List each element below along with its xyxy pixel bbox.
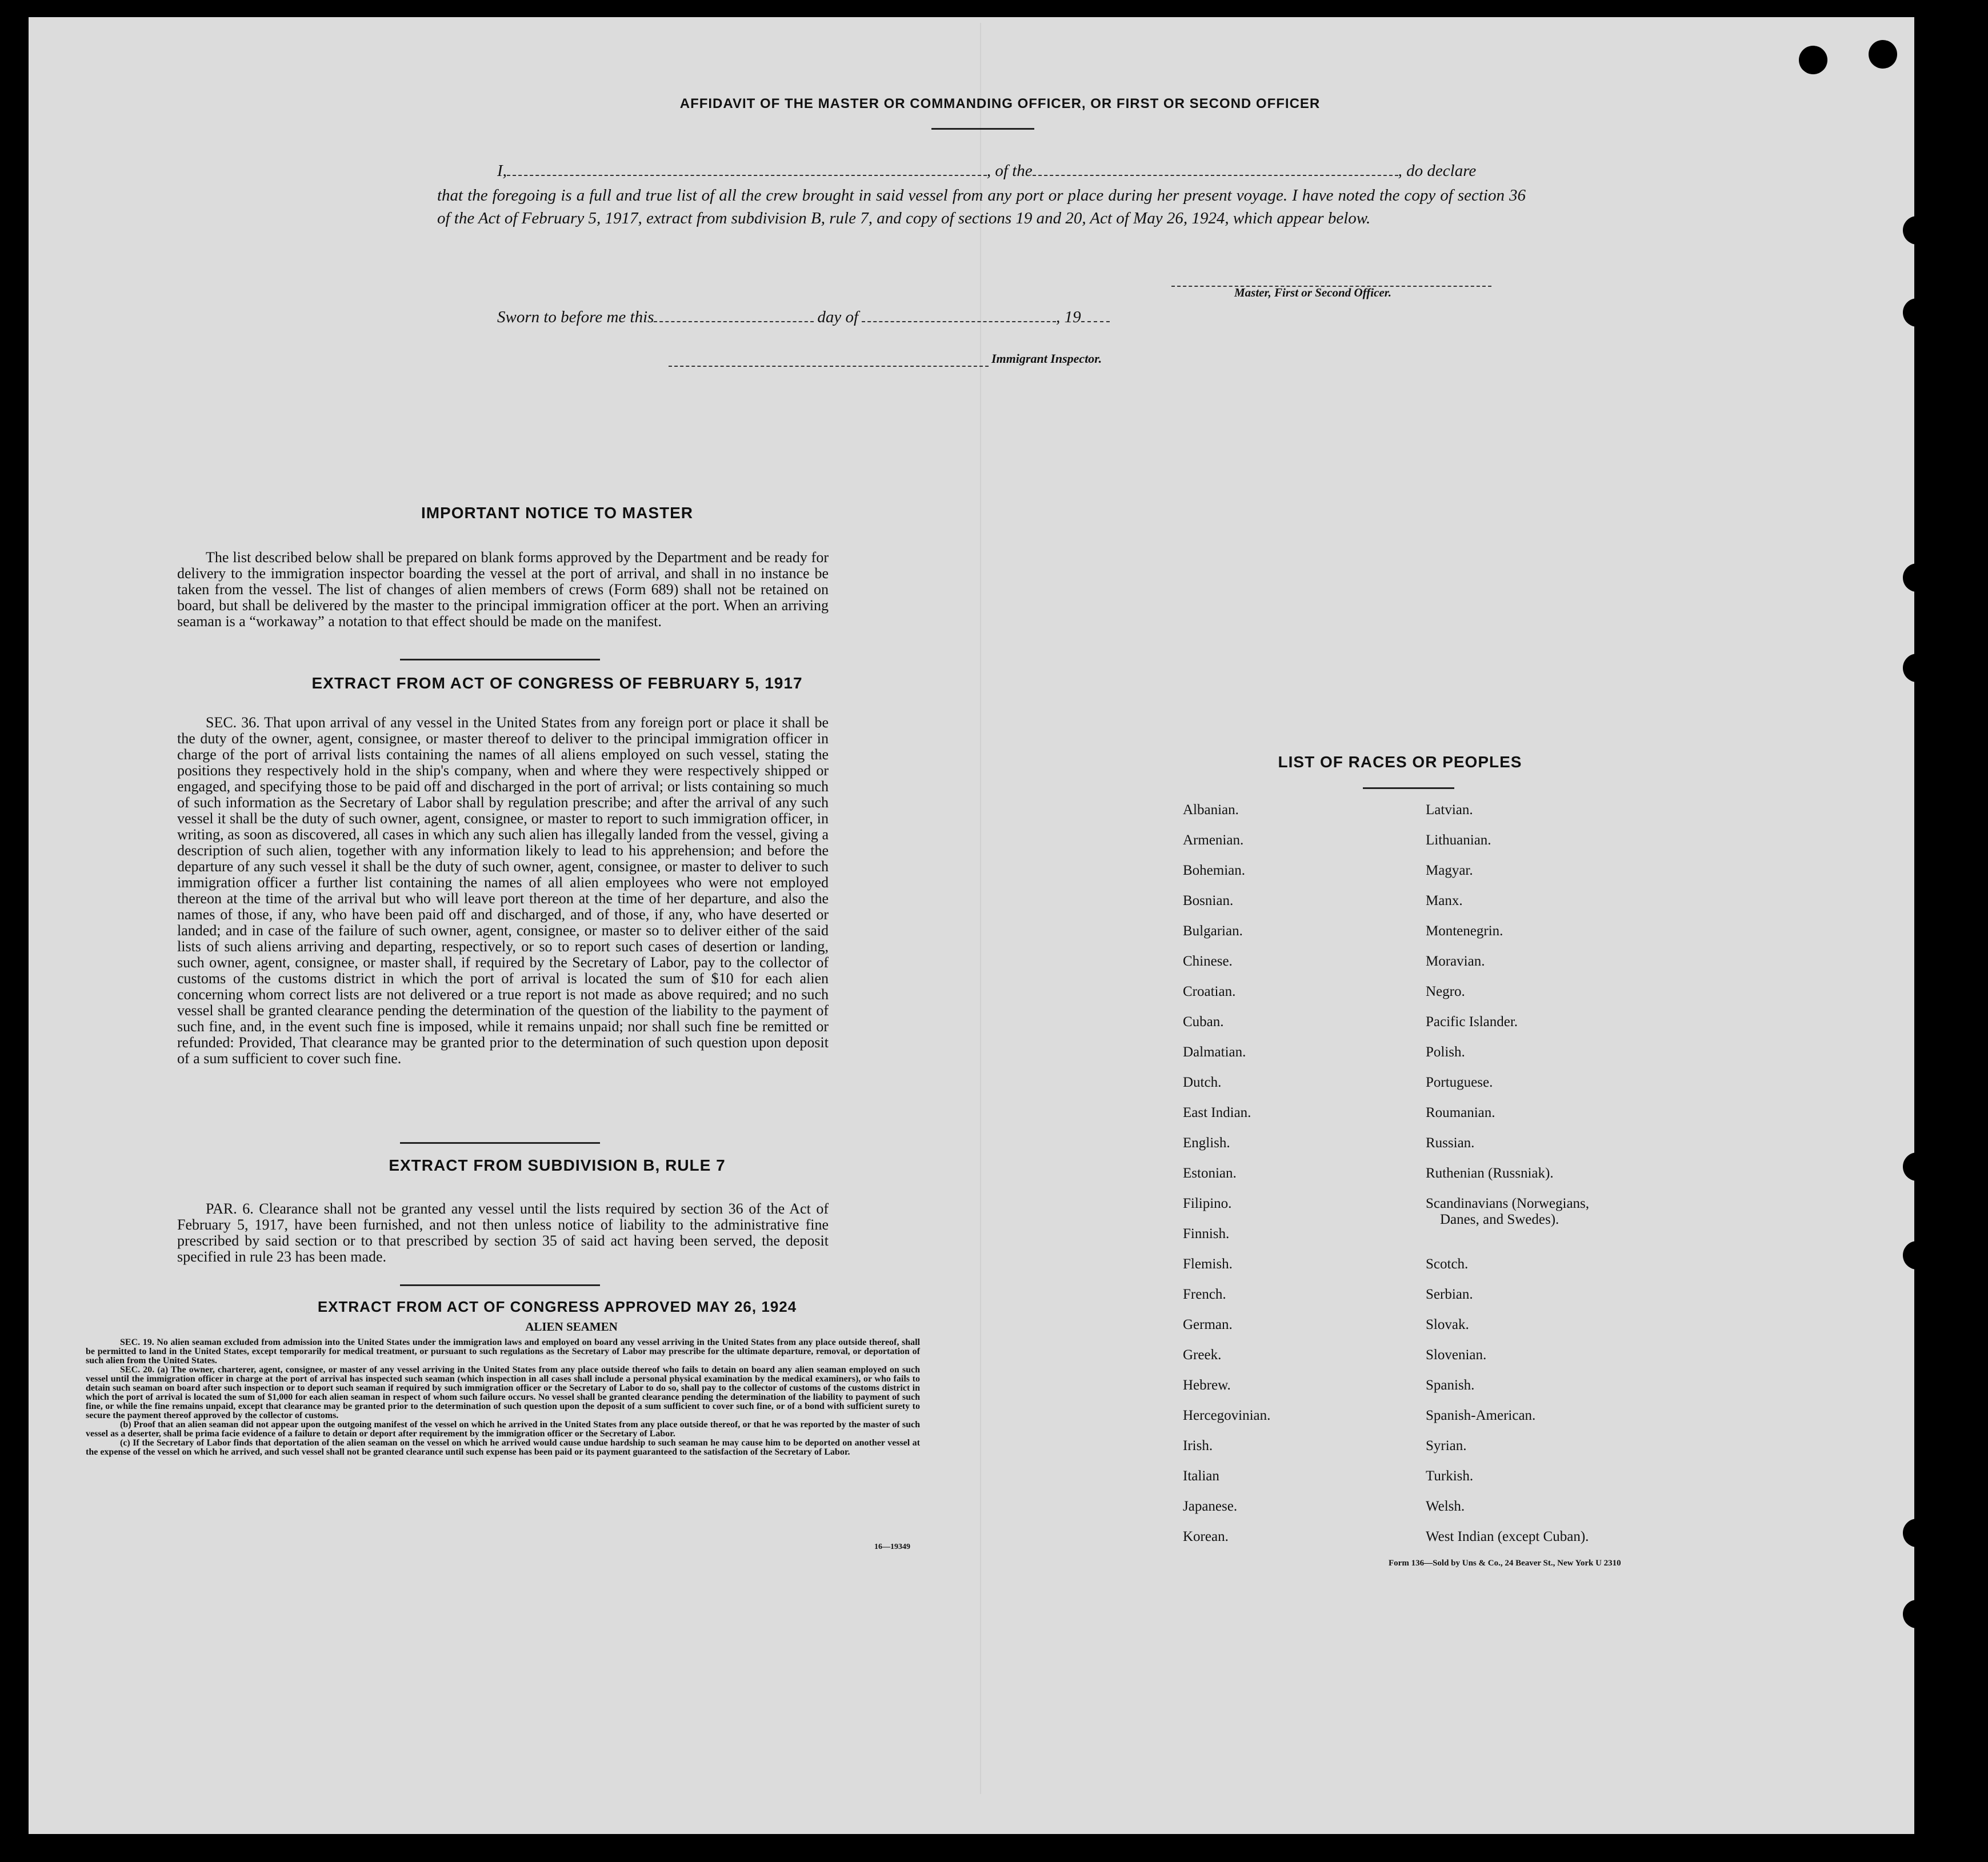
race-item: German. (1183, 1317, 1233, 1332)
races-title: LIST OF RACES OR PEOPLES (1278, 753, 1522, 771)
race-item: Manx. (1426, 893, 1463, 908)
name-blank[interactable] (507, 158, 987, 176)
race-item: Lithuanian. (1426, 832, 1491, 848)
affidavit-title: AFFIDAVIT OF THE MASTER OR COMMANDING OFFICER, OR FIRST OR SECOND OFFICER (679, 96, 1321, 111)
print-code: 16—19349 (874, 1543, 910, 1551)
race-item: Greek. (1183, 1347, 1222, 1363)
paragraph-6-text: PAR. 6. Clearance shall not be granted any vessel until the lists required by section 36 of the Act of February 5, 1917, have been furnished, and not then unless notice of liability to the administrative fine prescribed by said section or to that prescribed by section 35 of said act having been served, the deposit specified in rule 23 has been made. (177, 1200, 829, 1265)
rule-7-body (177, 1201, 829, 1265)
rule-7-title: EXTRACT FROM SUBDIVISION B, RULE 7 (389, 1156, 726, 1174)
binder-hole (1903, 563, 1931, 592)
section-20b-text: (b) Proof that an alien seaman did not appear upon the outgoing manifest of the vessel on which he arrived in the United States from any place outside thereof, or that he was reported by the master of such vessel as a deserter, shall be prima facie evidence of a failure to detain or deport after requirement by the immigration officer or the Secretary of Labor. (86, 1420, 920, 1439)
extract-1924-title: EXTRACT FROM ACT OF CONGRESS APPROVED MAY 26, 1924 (317, 1298, 797, 1315)
race-item: Korean. (1183, 1529, 1229, 1544)
extract-1924-body (86, 1338, 920, 1457)
race-item: Slovak. (1426, 1317, 1469, 1332)
race-item: Spanish. (1426, 1378, 1475, 1393)
section-20c-text: (c) If the Secretary of Labor finds that deportation of the alien seaman on the vessel on which he arrived would cause undue hardship to such seaman he may cause him to be deported on another vessel at the expense of the vessel on which he arrived, and such vessel shall not be granted clearance until such expense has been paid or its payment guaranteed to the satisfaction of the Secretary of Labor. (86, 1438, 920, 1457)
race-item: Portuguese. (1426, 1075, 1493, 1090)
master-signature-blank[interactable] (1171, 269, 1491, 287)
race-item: Italian (1183, 1468, 1219, 1484)
binder-hole (1903, 298, 1931, 327)
inspector-label: Immigrant Inspector. (991, 351, 1102, 366)
vessel-blank[interactable] (1033, 158, 1398, 176)
section-36-text: SEC. 36. That upon arrival of any vessel in the United States from any foreign port or place it shall be the duty of the owner, agent, consignee, or master thereof to deliver to the principal immigration officer in charge of the port of arrival lists containing the names of all aliens employed on such vessel, stating the positions they respectively hold in the ship's company, when and where they were respectively shipped or engaged, and specifying those to be paid off and discharged in the port of arrival; or lists containing so much of such information as the Secretary of Labor shall by regulation prescribe; and after the arrival of any such vessel it shall be the duty of such owner, agent, consignee, or master to report to such immigration officer, in writing, as soon as discovered, all cases in which any such alien has illegally landed from the vessel, giving a description of such alien, together with any information likely to lead to his apprehension; and before the departure of any such vessel it shall be the duty of such owner, agent, consignee, or master to deliver to such immigration officer a further list containing the names of all alien employees who were not employed thereon at the time of the arrival but who will leave port thereon at the time of her departure, and also the names of those, if any, who have been paid off and discharged, and of those, if any, who have deserted or landed; and in case of the failure of such owner, agent, consignee, or master so to deliver either of the said lists of such aliens arriving and departing, respectively, or so to report such cases of desertion or landing, such owner, agent, consignee, or master shall, if required by the Secretary of Labor, pay to the collector of customs of the customs district in which the port of arrival is located the sum of $10 for each alien concerning whom correct lists are not delivered or a true report is not made as above required; and no such vessel shall be granted clearance pending the determination of the question of the liability to the payment of such fine, and, in the event such fine is imposed, while it remains unpaid; nor shall such fine be remitted or refunded: Provided, That clearance may be granted prior to the determination of such question upon deposit of a sum sufficient to cover such fine. (177, 714, 829, 1067)
section-19-text: SEC. 19. No alien seaman excluded from admission into the United States under the immigration laws and employed on board any vessel arriving in the United States from any place outside thereof, shall be permitted to land in the United States, except temporarily for medical treatment, or pursuant to such regulations as the Secretary of Labor may prescribe for the ultimate departure, removal, or deportation of such alien from the United States. (86, 1338, 920, 1366)
page-fold (980, 23, 981, 1794)
race-item: Hercegovinian. (1183, 1408, 1271, 1423)
extract-1917-title: EXTRACT FROM ACT OF CONGRESS OF FEBRUARY 5, 1917 (311, 674, 803, 692)
sworn-line (497, 304, 1240, 327)
notice-title: IMPORTANT NOTICE TO MASTER (421, 504, 694, 522)
races-divider (1363, 787, 1454, 789)
sworn-day-blank[interactable] (654, 304, 814, 322)
form-footer: Form 136—Sold by Uns & Co., 24 Beaver St., New York U 2310 (1389, 1559, 1621, 1568)
race-item: French. (1183, 1287, 1226, 1302)
race-item: Cuban. (1183, 1014, 1224, 1030)
race-item: Croatian. (1183, 984, 1236, 999)
race-item: Pacific Islander. (1426, 1014, 1518, 1030)
race-item: Dutch. (1183, 1075, 1222, 1090)
race-item: Ruthenian (Russniak). (1426, 1166, 1554, 1181)
binder-hole (1903, 1519, 1931, 1547)
binder-hole (1799, 46, 1827, 74)
race-item: Hebrew. (1183, 1378, 1231, 1393)
sworn-label: Sworn to before me this (497, 308, 654, 326)
sworn-day-of: day of (817, 308, 859, 326)
race-item: Spanish-American. (1426, 1408, 1536, 1423)
section-divider (400, 1142, 600, 1144)
notice-text: The list described below shall be prepared on blank forms approved by the Department and be ready for delivery to the immigration inspector boarding the vessel at the port of arrival, and shall in no instance be taken from the vessel. The list of changes of alien members of crews (Form 689) shall not be retained on board, but shall be delivered by the master to the principal immigration officer at the port. When an arriving seaman is a “workaway” a notation to that effect should be made on the manifest. (177, 549, 829, 630)
race-item: Syrian. (1426, 1438, 1467, 1453)
sworn-year: , 19 (1056, 308, 1081, 326)
binder-hole (1903, 1152, 1931, 1181)
race-item: Russian. (1426, 1135, 1475, 1151)
race-item: Estonian. (1183, 1166, 1237, 1181)
sworn-year-blank[interactable] (1081, 304, 1110, 322)
alien-seamen-subtitle: ALIEN SEAMEN (525, 1320, 618, 1334)
race-item: Danes, and Swedes). (1440, 1212, 1559, 1227)
affidavit-of: , of the (986, 162, 1033, 180)
title-divider (931, 128, 1034, 130)
race-item: Dalmatian. (1183, 1044, 1246, 1060)
race-item: Irish. (1183, 1438, 1213, 1453)
races-right-column (1426, 802, 1589, 1559)
binder-hole (1903, 216, 1931, 245)
binder-hole (1903, 1241, 1931, 1270)
race-item: Welsh. (1426, 1499, 1465, 1514)
affidavit-i: I, (497, 162, 507, 180)
race-item: Bohemian. (1183, 863, 1246, 878)
race-item: Scandinavians (Norwegians, (1426, 1196, 1590, 1211)
inspector-signature-blank[interactable] (669, 349, 989, 367)
race-item: Albanian. (1183, 802, 1239, 818)
affidavit-declare: , do declare (1398, 162, 1477, 180)
race-item: Armenian. (1183, 832, 1244, 848)
race-item: English. (1183, 1135, 1230, 1151)
binder-hole (1903, 1600, 1931, 1628)
race-item: Serbian. (1426, 1287, 1473, 1302)
race-item: Magyar. (1426, 863, 1473, 878)
affidavit-declaration-line (497, 158, 1526, 181)
race-item: Negro. (1426, 984, 1465, 999)
race-item: Polish. (1426, 1044, 1465, 1060)
race-item: Slovenian. (1426, 1347, 1487, 1363)
extract-1917-body (177, 715, 829, 1067)
races-left-column (1183, 802, 1270, 1559)
race-item: Finnish. (1183, 1226, 1230, 1242)
race-item: Turkish. (1426, 1468, 1474, 1484)
race-item: West Indian (except Cuban). (1426, 1529, 1589, 1544)
race-item: Scotch. (1426, 1256, 1469, 1272)
race-item: Chinese. (1183, 954, 1233, 969)
master-signature-label: Master, First or Second Officer. (1234, 286, 1391, 299)
binder-hole (1903, 654, 1931, 682)
race-item: Flemish. (1183, 1256, 1233, 1272)
race-item: Latvian. (1426, 802, 1473, 818)
binder-hole (1869, 40, 1897, 69)
section-divider (400, 659, 600, 660)
race-item: Japanese. (1183, 1499, 1238, 1514)
race-item: Moravian. (1426, 954, 1485, 969)
race-item: Roumanian. (1426, 1105, 1495, 1120)
race-item: Bosnian. (1183, 893, 1234, 908)
race-item: East Indian. (1183, 1105, 1251, 1120)
race-item: Montenegrin. (1426, 923, 1503, 939)
section-divider (400, 1284, 600, 1286)
sworn-month-blank[interactable] (862, 304, 1056, 322)
notice-body (177, 550, 829, 630)
race-item: Bulgarian. (1183, 923, 1243, 939)
section-20a-text: SEC. 20. (a) The owner, charterer, agent, consignee, or master of any vessel arriving in the United States from any place outside thereof who fails to detain on board any alien seaman employed on such vessel until the immigration officer in charge at the port of arrival has inspected such seaman (which inspection in all cases shall include a personal physical examination by the medical examiners), or who fails to detain such seaman on board after such inspection or to deport such seaman if required by such immigration officer or the Secretary of Labor to do so, shall pay to the collector of customs of the customs district in which the port of arrival is located the sum of $1,000 for each alien seaman in respect of whom such failure occurs. No vessel shall be granted clearance pending the determination of the liability to payment of such fine, or while the fine remains unpaid, except that clearance may be granted prior to the determination of such question upon the deposit of a sum sufficient to cover such fine, or of a bond with sufficient surety to secure the payment thereof approved by the collector of customs. (86, 1365, 920, 1420)
race-item: Filipino. (1183, 1196, 1232, 1211)
affidavit-body: that the foregoing is a full and true list of all the crew brought in said vessel from any port or place during her present voyage. I have noted the copy of section 36 of the Act of February 5, 1917, extract from subdivision B, rule 7, and copy of sections 19 and 20, Act of May 26, 1924, which appear below. (437, 186, 1526, 227)
